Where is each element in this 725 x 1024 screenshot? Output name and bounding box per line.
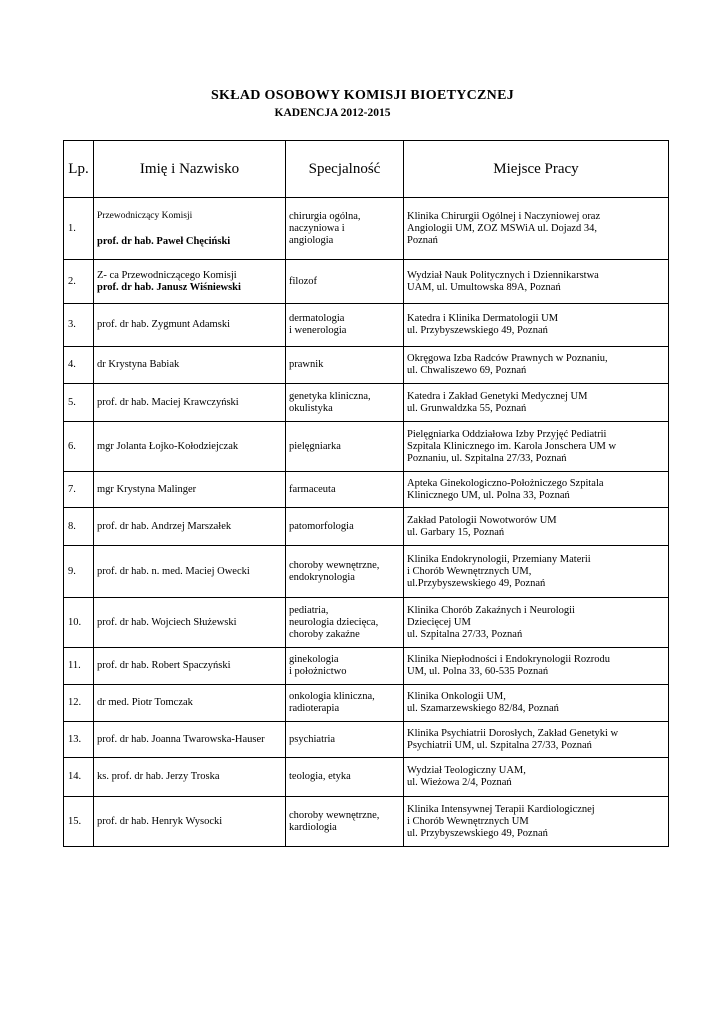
specialty-line: teologia, etyka [289, 771, 351, 782]
specialty-line: i położnictwo [289, 666, 347, 677]
specialty-cell [286, 260, 404, 304]
table-row [64, 648, 669, 685]
specialty-line: neurologia dziecięca, [289, 616, 379, 628]
table-row [64, 722, 669, 758]
workplace-line: Okręgowa Izba Radców Prawnych w Poznaniu, [407, 353, 608, 364]
specialty-cell [286, 384, 404, 422]
row-number: 13. [64, 722, 94, 758]
row-number: 4. [64, 347, 94, 384]
member-name: prof. dr hab. Andrzej Marszałek [97, 520, 232, 532]
table-row [64, 472, 669, 508]
workplace-cell [404, 508, 669, 546]
workplace-line: ul. Grunwaldzka 55, Poznań [407, 402, 527, 414]
specialty-cell [286, 198, 404, 260]
member-name: prof. dr hab. Robert Spaczyński [97, 660, 231, 671]
workplace-line: ul. Szpitalna 27/33, Poznań [407, 628, 523, 640]
specialty-cell [286, 472, 404, 508]
header-name: Imię i Nazwisko [94, 141, 286, 198]
member-name: prof. dr hab. Janusz Wiśniewski [97, 281, 241, 293]
specialty-cell [286, 422, 404, 472]
specialty-cell [286, 304, 404, 347]
member-name: prof. dr hab. Zygmunt Adamski [97, 319, 230, 330]
workplace-line: Klinika Intensywnej Terapii Kardiologicznej [407, 803, 595, 815]
member-cell [94, 347, 286, 384]
workplace-line: ul. Chwaliszewo 69, Poznań [407, 365, 527, 376]
member-cell [94, 546, 286, 598]
table-row [64, 797, 669, 847]
specialty-cell [286, 797, 404, 847]
specialty-cell [286, 508, 404, 546]
row-number: 10. [64, 598, 94, 648]
specialty-line: prawnik [289, 359, 324, 370]
member-name: mgr Krystyna Malinger [97, 483, 197, 495]
document-title: SKŁAD OSOBOWY KOMISJI BIOETYCZNEJ [210, 88, 515, 103]
workplace-cell [404, 648, 669, 685]
workplace-line: Klinika Onkologii UM, [407, 691, 506, 702]
workplace-line: Katedra i Klinika Dermatologii UM [407, 313, 559, 324]
workplace-line: Wydział Teologiczny UAM, [407, 765, 526, 776]
specialty-line: okulistyka [289, 402, 333, 414]
workplace-cell [404, 472, 669, 508]
workplace-cell [404, 758, 669, 797]
workplace-line: Szpitala Klinicznego im. Karola Jonschera UM w [407, 440, 617, 452]
workplace-line: ul. Wieżowa 2/4, Poznań [407, 777, 512, 788]
specialty-line: angiologia [289, 234, 334, 246]
specialty-line: genetyka kliniczna, [289, 390, 371, 402]
member-cell [94, 797, 286, 847]
workplace-line: ul.Przybyszewskiego 49, Poznań [407, 577, 546, 589]
workplace-cell [404, 422, 669, 472]
table-row [64, 198, 669, 260]
member-name: prof. dr hab. Henryk Wysocki [97, 815, 223, 827]
workplace-line: Poznań [407, 234, 438, 246]
specialty-line: kardiologia [289, 821, 337, 833]
workplace-line: Katedra i Zakład Genetyki Medycznej UM [407, 390, 588, 402]
member-cell [94, 422, 286, 472]
member-cell [94, 598, 286, 648]
document-subtitle: KADENCJA 2012-2015 [274, 107, 391, 119]
member-cell [94, 685, 286, 722]
table-body [64, 198, 669, 847]
specialty-line: ginekologia [289, 654, 339, 665]
workplace-line: Pielęgniarka Oddziałowa Izby Przyjęć Pediatrii [407, 428, 607, 440]
row-number: 7. [64, 472, 94, 508]
workplace-line: Poznaniu, ul. Szpitalna 27/33, Poznań [407, 452, 567, 464]
workplace-cell [404, 384, 669, 422]
workplace-cell [404, 722, 669, 758]
specialty-line: naczyniowa i [289, 222, 345, 234]
member-cell [94, 304, 286, 347]
specialty-line: i wenerologia [289, 325, 347, 336]
specialty-cell [286, 648, 404, 685]
table-header-row [64, 141, 669, 198]
specialty-cell [286, 685, 404, 722]
table-row [64, 598, 669, 648]
table-row [64, 685, 669, 722]
workplace-line: Wydział Nauk Politycznych i Dziennikarstwa [407, 269, 599, 281]
specialty-line: onkologia kliniczna, [289, 691, 375, 702]
specialty-line: psychiatria [289, 733, 336, 745]
workplace-line: Klinika Psychiatrii Dorosłych, Zakład Genetyki w [407, 727, 619, 739]
row-number: 14. [64, 758, 94, 797]
table-row [64, 260, 669, 304]
member-name: prof. dr hab. Joanna Twarowska-Hauser [97, 733, 265, 745]
workplace-line: Zakład Patologii Nowotworów UM [407, 514, 557, 526]
committee-table [63, 140, 669, 847]
member-cell [94, 758, 286, 797]
table-row [64, 384, 669, 422]
specialty-line: dermatologia [289, 313, 345, 324]
specialty-line: chirurgia ogólna, [289, 210, 361, 222]
workplace-cell [404, 260, 669, 304]
specialty-line: pielęgniarka [289, 440, 341, 452]
specialty-line: pediatria, [289, 604, 329, 616]
row-number: 5. [64, 384, 94, 422]
member-cell [94, 508, 286, 546]
specialty-cell [286, 546, 404, 598]
workplace-line: ul. Przybyszewskiego 49, Poznań [407, 827, 548, 839]
table-row [64, 422, 669, 472]
row-number: 12. [64, 685, 94, 722]
workplace-line: UM, ul. Polna 33, 60-535 Poznań [407, 666, 549, 677]
workplace-line: Dziecięcej UM [407, 616, 471, 628]
table-row [64, 304, 669, 347]
member-name: dr med. Piotr Tomczak [97, 697, 193, 708]
workplace-line: UAM, ul. Umultowska 89A, Poznań [407, 281, 561, 293]
member-name: dr Krystyna Babiak [97, 359, 180, 370]
workplace-line: Klinika Chirurgii Ogólnej i Naczyniowej oraz [407, 210, 601, 222]
member-cell [94, 260, 286, 304]
header-specialty: Specjalność [286, 141, 404, 198]
member-name: prof. dr hab. Paweł Chęciński [97, 235, 231, 247]
row-number: 2. [64, 260, 94, 304]
member-role: Przewodniczący Komisji [97, 210, 193, 221]
specialty-line: radioterapia [289, 703, 340, 714]
member-cell [94, 648, 286, 685]
specialty-line: filozof [289, 275, 317, 287]
specialty-cell [286, 598, 404, 648]
specialty-line: endokrynologia [289, 571, 355, 583]
specialty-line: choroby wewnętrzne, [289, 559, 380, 571]
workplace-line: ul. Garbary 15, Poznań [407, 526, 505, 538]
workplace-line: Klinicznego UM, ul. Polna 33, Poznań [407, 489, 570, 501]
specialty-cell [286, 758, 404, 797]
header-lp: Lp. [64, 141, 94, 198]
header-workplace: Miejsce Pracy [404, 141, 669, 198]
row-number: 1. [64, 198, 94, 260]
member-name: prof. dr hab. n. med. Maciej Owecki [97, 565, 250, 577]
member-cell [94, 722, 286, 758]
workplace-line: Psychiatrii UM, ul. Szpitalna 27/33, Poznań [407, 739, 592, 751]
workplace-line: Klinika Niepłodności i Endokrynologii Rozrodu [407, 654, 610, 665]
workplace-line: i Chorób Wewnętrznych UM, [407, 565, 532, 577]
workplace-line: Klinika Endokrynologii, Przemiany Materii [407, 553, 591, 565]
workplace-cell [404, 797, 669, 847]
workplace-cell [404, 546, 669, 598]
member-role: Z- ca Przewodniczącego Komisji [97, 269, 237, 281]
workplace-line: ul. Przybyszewskiego 49, Poznań [407, 325, 548, 336]
member-cell [94, 472, 286, 508]
member-name: mgr Jolanta Łojko-Kołodziejczak [97, 440, 239, 452]
workplace-line: Klinika Chorób Zakaźnych i Neurologii [407, 604, 575, 616]
workplace-line: ul. Szamarzewskiego 82/84, Poznań [407, 703, 559, 714]
row-number: 11. [64, 648, 94, 685]
workplace-cell [404, 198, 669, 260]
row-number: 9. [64, 546, 94, 598]
table-row [64, 758, 669, 797]
workplace-cell [404, 685, 669, 722]
workplace-cell [404, 304, 669, 347]
workplace-line: Angiologii UM, ZOZ MSWiA ul. Dojazd 34, [407, 222, 598, 234]
specialty-line: farmaceuta [289, 483, 336, 495]
member-cell [94, 384, 286, 422]
member-name: prof. dr hab. Maciej Krawczyński [97, 396, 239, 408]
workplace-cell [404, 347, 669, 384]
row-number: 3. [64, 304, 94, 347]
row-number: 6. [64, 422, 94, 472]
table-row [64, 546, 669, 598]
specialty-line: choroby zakaźne [289, 628, 360, 640]
specialty-cell [286, 722, 404, 758]
workplace-cell [404, 598, 669, 648]
member-name: prof. dr hab. Wojciech Służewski [97, 616, 237, 628]
workplace-line: Apteka Ginekologiczno-Położniczego Szpitala [407, 477, 604, 489]
table-row [64, 508, 669, 546]
row-number: 15. [64, 797, 94, 847]
member-name: ks. prof. dr hab. Jerzy Troska [97, 771, 220, 782]
workplace-line: i Chorób Wewnętrznych UM [407, 815, 529, 827]
row-number: 8. [64, 508, 94, 546]
member-cell [94, 198, 286, 260]
specialty-line: patomorfologia [289, 520, 354, 532]
specialty-cell [286, 347, 404, 384]
specialty-line: choroby wewnętrzne, [289, 809, 380, 821]
table-row [64, 347, 669, 384]
